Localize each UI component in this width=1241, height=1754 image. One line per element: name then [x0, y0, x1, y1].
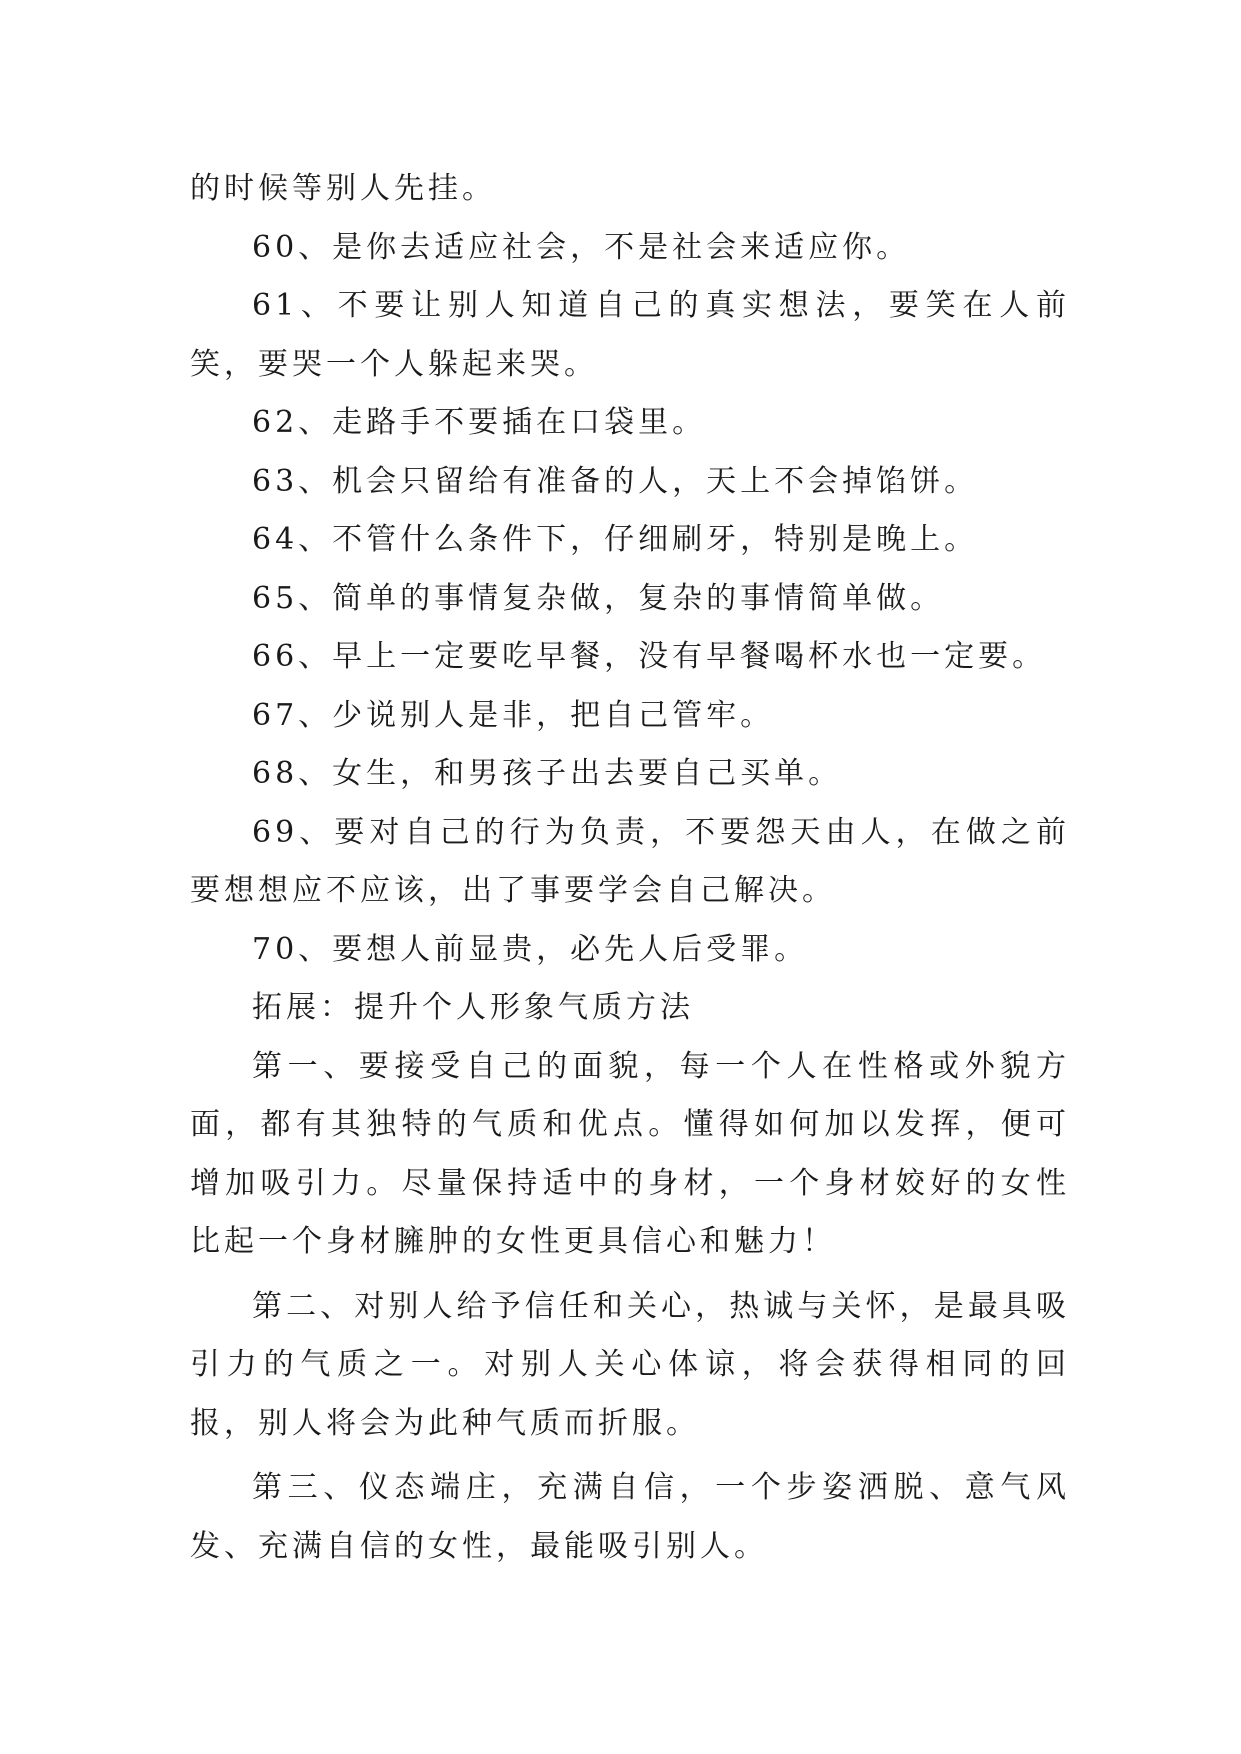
tip-60: 60、是你去适应社会，不是社会来适应你。 [252, 229, 911, 265]
tip-62: 62、走路手不要插在口袋里。 [252, 405, 707, 440]
extension-heading: 拓展：提升个人形象气质方法 [252, 990, 694, 1025]
method-3: 第三、仪态端庄，充满自信，一个步姿洒脱、意气风发、充满自信的女性，最能吸引别人。 [190, 1470, 1070, 1564]
tip-66: 66、早上一定要吃早餐，没有早餐喝杯水也一定要。 [252, 639, 1047, 674]
tip-70: 70、要想人前显贵，必先人后受罪。 [252, 931, 809, 967]
tip-64: 64、不管什么条件下，仔细刷牙，特别是晚上。 [252, 522, 979, 557]
tip-65: 65、简单的事情复杂做，复杂的事情简单做。 [252, 580, 945, 616]
tip-61: 61、不要让别人知道自己的真实想法，要笑在人前笑，要哭一个人躲起来哭。 [190, 288, 1070, 382]
method-1: 第一、要接受自己的面貌，每一个人在性格或外貌方面，都有其独特的气质和优点。懂得如何加以发挥，便可增加吸引力。尽量保持适中的身材，一个身材姣好的女性比起一个身材臃肿的女性更具信心和魅力！ [190, 1048, 1070, 1259]
tip-69: 69、要对自己的行为负责，不要怨天由人，在做之前要想想应不应该，出了事要学会自己解决。 [190, 814, 1070, 908]
tip-68: 68、女生，和男孩子出去要自己买单。 [252, 756, 843, 791]
tip-67: 67、少说别人是非，把自己管牢。 [252, 697, 775, 733]
document-page [190, 160, 1070, 1576]
method-2: 第二、对别人给予信任和关心，热诚与关怀，是最具吸引力的气质之一。对别人关心体谅，将会获得相同的回报，别人将会为此种气质而折服。 [190, 1288, 1070, 1441]
paragraph-continuation: 的时候等别人先挂。 [190, 171, 496, 206]
tip-63: 63、机会只留给有准备的人，天上不会掉馅饼。 [252, 463, 979, 499]
